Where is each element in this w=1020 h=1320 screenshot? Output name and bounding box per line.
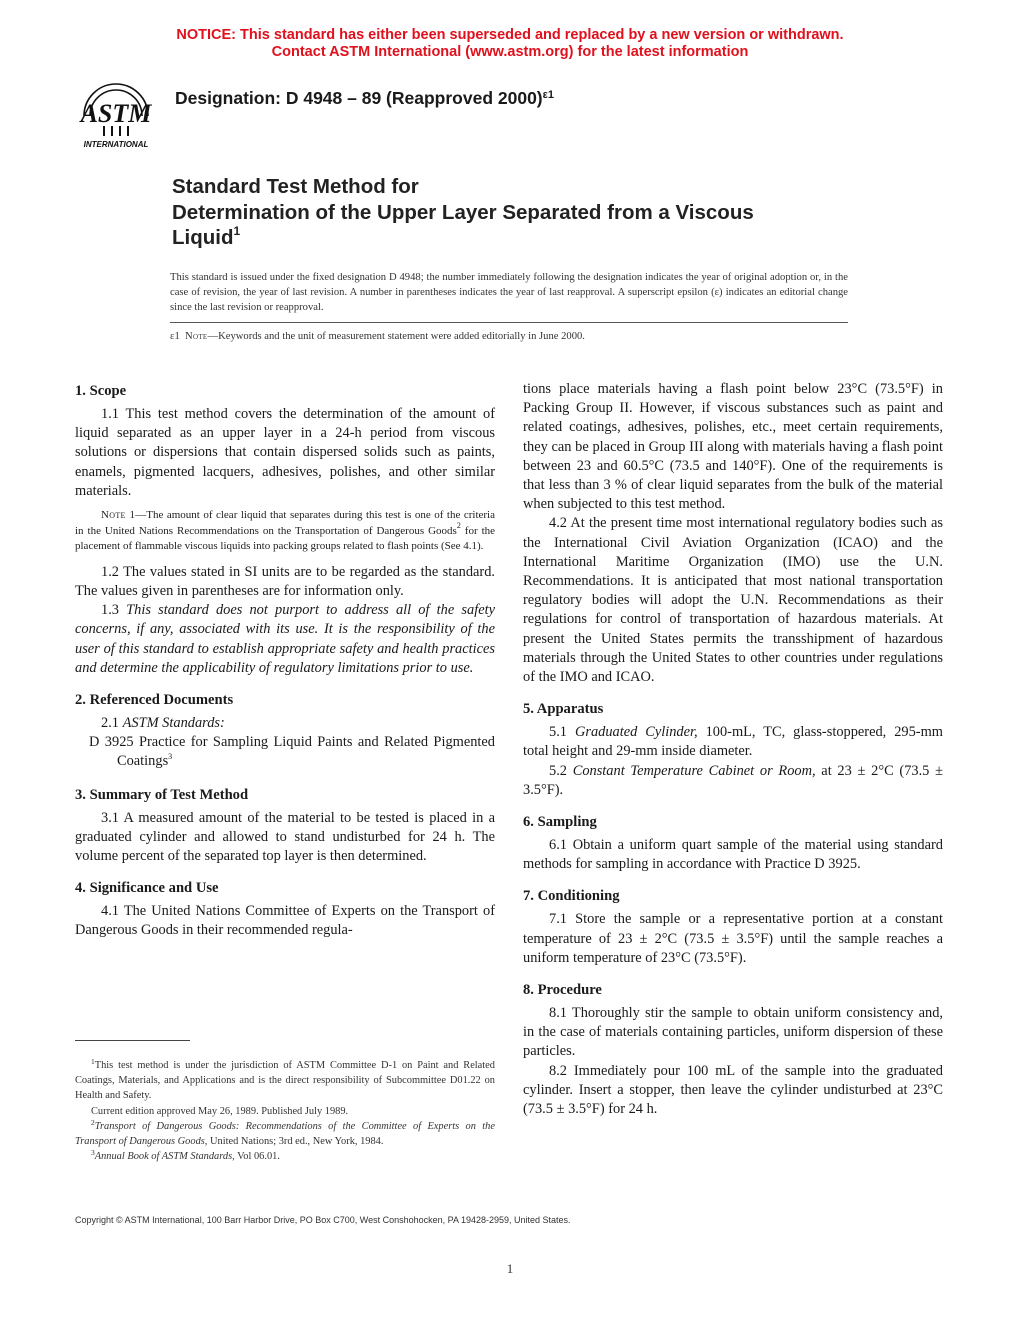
subheading: ASTM Standards: [122,715,225,732]
paragraph-continued: tions place materials having a flash point below 23°C (73.5°F) in Packing Group II. However, if viscous substances such as paint and related coatings, adhesives, polishes, etc., meet certain requirements, they can be placed in Group III along with materials having a flash point between 23 and 60.5°C (73.5 and 140°F). One of the requirements is that less than 3 % of clear liquid separates from the bulk of the material when subjected to this test method. [523,381,943,513]
right-column [523,380,943,1119]
section-heading: 3. Summary of Test Method [75,786,249,803]
epsilon-note [170,329,848,344]
footnote-text: Vol 06.01. [234,1151,280,1163]
note-text: —The amount of clear liquid that separates during this test is one of the criteria in the United Nations Recommendations on the Transportation of Dangerous Goods [75,509,495,537]
paragraph-number: 5.2 [549,762,567,779]
paragraph-text: at 23 ± 2°C (73.5 ± 3.5°F). [523,762,943,798]
section-heading: 8. Procedure [523,982,602,999]
reference-entry [75,733,495,772]
paragraph: 1.2 The values stated in SI units are to be regarded as the standard. The values given in parentheses are for information only. [75,563,495,599]
footnote-3 [75,1149,495,1164]
paragraph-number: 2.1 [101,715,119,732]
footnote-ref: 3 [168,752,173,762]
note-1 [75,508,495,555]
paragraph-number: 1.3 [101,602,119,619]
epsilon-note-label: Note [185,331,208,342]
paragraph: 1.1 This test method covers the determination of the amount of liquid separated as an upper layer in a 24-h period from viscous solutions or dispersions that contain dispersed solids such as paints, enamels, pigmented lacquers, adhesives, polishes, and other similar materials. [75,406,495,499]
paragraph: 3.1 A measured amount of the material to be tested is placed in a graduated cylinder and allowed to stand undisturbed for 24 h. The volume percent of the separated top layer is then determined. [75,809,495,865]
footnote-mark: 1 [91,1057,95,1066]
page-number: 1 [506,1261,514,1276]
notice-line-1: NOTICE: This standard has either been superseded and replaced by a new version or withdrawn. [176,27,844,43]
left-column [75,380,495,941]
epsilon-note-text: —Keywords and the unit of measurement statement were added editorially in June 2000. [207,331,585,342]
paragraph: 4.1 The United Nations Committee of Experts on the Transport of Dangerous Goods in their recommended regula- [75,903,495,939]
paragraph: 8.1 Thoroughly stir the sample to obtain uniform consistency and, in the case of materials containing particles, uniform dispersion of these particles. [523,1005,943,1060]
epsilon-mark: ε1 [170,331,180,342]
footnote-text: This test method is under the jurisdiction of ASTM Committee D-1 on Paint and Related Coatings, Materials, and Applications and is the direct responsibility of Subcommittee D01.22 on Health and Safety. [75,1060,495,1102]
title-footnote-mark: 1 [233,224,241,238]
footnote-text: United Nations; 3rd ed., New York, 1984. [207,1136,384,1148]
issuance-statement: This standard is issued under the fixed designation D 4948; the number immediately following the designation indicates the year of original adoption or, in the case of revision, the year of last revision. A number in parentheses indicates the year of last reapproval. A superscript epsilon (ε) indicates an editorial change since the last revision or reapproval. [170,272,848,314]
designation-text: Designation: D 4948 – 89 (Reapproved 2000) [175,88,543,108]
note-label: Note 1 [101,509,136,522]
logo-subtext: INTERNATIONAL [83,140,149,149]
designation [175,88,554,109]
title-line-2: Determination of the Upper Layer Separated from a Viscous [172,200,754,224]
withdrawal-notice [0,27,1020,61]
footnote-1-approval: Current edition approved May 26, 1989. Published July 1989. [91,1105,349,1117]
paragraph [75,714,495,733]
footnote-title: Annual Book of ASTM Standards, [94,1151,235,1163]
section-heading: 4. Significance and Use [75,880,219,897]
reference-text: D 3925 Practice for Sampling Liquid Paints and Related Pigmented Coatings [89,734,495,770]
footnotes [75,1058,495,1164]
section-heading: 7. Conditioning [523,888,620,905]
title-line-3: Liquid [172,226,234,249]
footnote-mark: 2 [91,1117,95,1127]
paragraph: 6.1 Obtain a uniform quart sample of the material using standard methods for sampling in accordance with Practice D 3925. [523,837,943,873]
safety-statement: This standard does not purport to address all of the safety concerns, if any, associated with its use. It is the responsibility of the user of this standard to establish appropriate safety and health practices and determine the applicability of regulatory limitations prior to use. [75,602,495,676]
footnote-mark: 3 [91,1148,95,1158]
paragraph: 7.1 Store the sample or a representative portion at a constant temperature of 23 ± 2°C (73.5 ± 3.5°F) until the sample reaches a uniform temperature of 23°C (73.5°F). [523,911,943,966]
copyright: Copyright © ASTM International, 100 Barr Harbor Drive, PO Box C700, West Conshohocken, PA 19428-2959, United States. [75,1215,571,1225]
paragraph-text: 100-mL, TC, glass-stoppered, 295-mm total height and 29-mm inside diameter. [523,724,943,760]
designation-epsilon: ε1 [542,89,554,101]
footnote-title: Transport of Dangerous Goods: Recommendations of the Committee of Experts on the Transport of Dangerous Goods, [75,1120,495,1148]
section-heading: 5. Apparatus [523,701,604,718]
paragraph: 8.2 Immediately pour 100 mL of the sample into the graduated cylinder. Insert a stopper, then leave the cylinder undisturbed at 23°C (73.5 ± 3.5°F) for 24 h. [523,1062,943,1118]
note-text-cont: for the placement of flammable viscous liquids into packing groups related to flash points (See 4.1). [75,524,496,553]
paragraph-number: 5.1 [549,724,567,741]
section-heading: 1. Scope [75,383,127,399]
term: Constant Temperature Cabinet or Room, [572,762,816,779]
term: Graduated Cylinder, [574,724,698,741]
paragraph [523,762,943,800]
footnote-1 [75,1058,495,1104]
footnote-divider [75,1040,190,1041]
astm-logo [70,76,162,150]
title-line-1: Standard Test Method for [172,175,419,198]
paragraph [523,723,943,761]
header-divider [170,322,848,323]
section-heading: 2. Referenced Documents [75,692,234,709]
paragraph: 4.2 At the present time most international regulatory bodies such as the International Civil Aviation Organization (ICAO) and the International Maritime Organization (IMO) use the U.N. Recommendations. It is anticipated that most national transportation regulatory bodies will adopt the U.N. Recommendations as their regulations for control of transportation of hazardous materials. At present the United States permits the transshipment of hazardous materials through the United States to other countries under regulations of the IMO and ICAO. [523,515,943,686]
notice-line-2: Contact ASTM International (www.astm.org) for the latest information [271,44,749,60]
paragraph-safety [75,601,495,678]
logo-text: ASTM [80,99,152,128]
footnote-2 [75,1119,495,1149]
footnote-ref: 2 [456,520,461,530]
section-heading: 6. Sampling [523,814,597,831]
document-title [172,174,872,254]
